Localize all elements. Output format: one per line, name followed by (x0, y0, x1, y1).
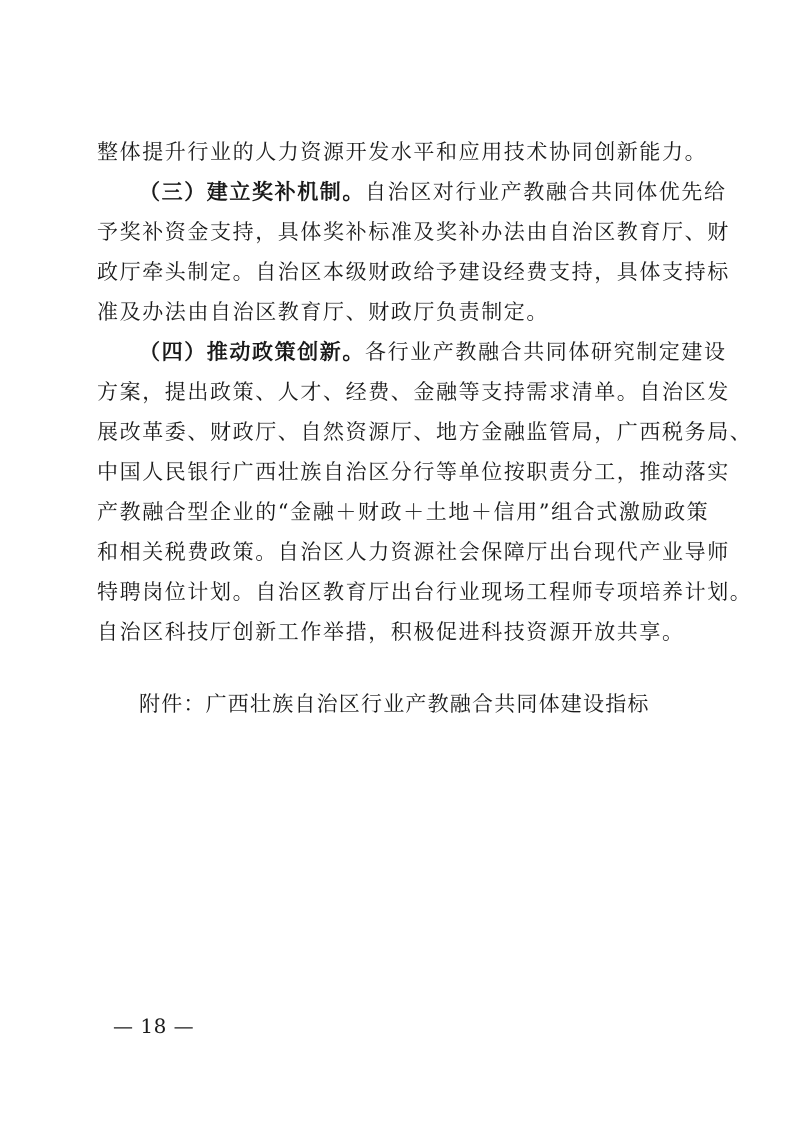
line-text: 产教融合型企业的“金融＋财政＋土地＋信用”组合式激励政策 (97, 500, 710, 524)
line-text: 中国人民银行广西壮族自治区分行等单位按职责分工，推动落实 (97, 460, 730, 484)
body-line-13 (97, 612, 702, 652)
body-line-8 (97, 412, 753, 452)
line-text: 自治区科技厅创新工作举措，积极促进科技资源开放共享。 (97, 620, 685, 644)
line-text: 准及办法由自治区教育厅、财政厅负责制定。 (97, 300, 549, 324)
line-text: 自治区对行业产教融合共同体优先给 (365, 180, 727, 204)
body-line-3 (97, 212, 730, 252)
line-text: 各行业产教融合共同体研究制定建设 (365, 340, 727, 364)
attachment-note: 附件：广西壮族自治区行业产教融合共同体建设指标 (139, 692, 650, 716)
body-line-10 (97, 492, 710, 532)
body-line-7 (97, 372, 730, 412)
section-heading: （三）建立奖补机制。 (139, 180, 365, 204)
line-text: 和相关税费政策。自治区人力资源社会保障厅出台现代产业导师 (97, 540, 730, 564)
line-text: 展改革委、财政厅、自然资源厅、地方金融监管局，广西税务局、 (97, 420, 753, 444)
line-text: 方案，提出政策、人才、经费、金融等支持需求清单。自治区发 (97, 380, 730, 404)
line-text: 予奖补资金支持，具体奖补标准及奖补办法由自治区教育厅、财 (97, 220, 730, 244)
body-line-5 (97, 292, 702, 332)
body-line-12 (97, 572, 753, 612)
line-text: 特聘岗位计划。自治区教育厅出台行业现场工程师专项培养计划。 (97, 580, 753, 604)
section-four-heading-line (139, 332, 727, 372)
body-line-11 (97, 532, 730, 572)
line-text: 整体提升行业的人力资源开发水平和应用技术协同创新能力。 (97, 140, 708, 164)
line-text: 政厅牵头制定。自治区本级财政给予建设经费支持，具体支持标 (97, 260, 730, 284)
body-line-9 (97, 452, 730, 492)
section-heading: （四）推动政策创新。 (139, 340, 365, 364)
body-line-4 (97, 252, 730, 292)
section-three-heading-line (139, 172, 727, 212)
page-number: — 18 — (113, 1014, 195, 1038)
body-line-1 (97, 132, 708, 172)
